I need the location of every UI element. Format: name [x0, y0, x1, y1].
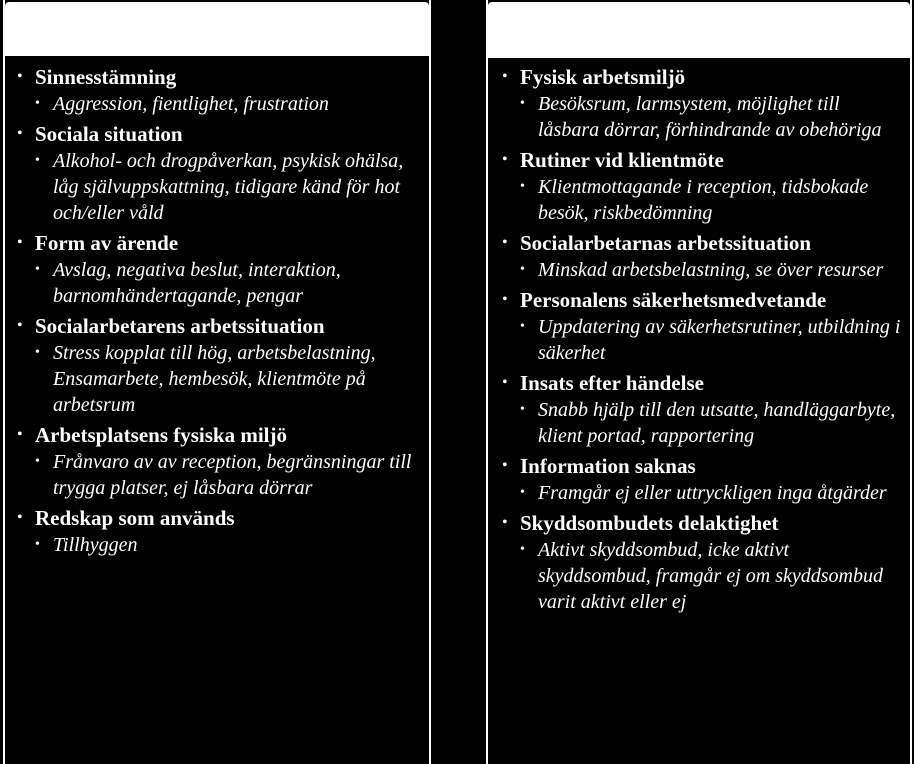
category-title: • Sinnesstämning	[35, 65, 177, 89]
left-category-5	[13, 422, 421, 501]
category-detail: • Minskad arbetsbelastning, se över resurser	[520, 257, 902, 283]
left-panel	[3, 0, 431, 764]
left-category-6	[13, 505, 421, 558]
left-category-4	[13, 313, 421, 418]
category-title: • Sociala situation	[35, 122, 183, 146]
category-title: • Form av ärende	[35, 231, 179, 255]
category-title: • Socialarbetarens arbetssituation	[35, 314, 325, 338]
left-panel-body	[5, 56, 429, 764]
right-category-5	[498, 370, 902, 449]
category-title: • Information saknas	[520, 454, 696, 478]
right-panel-header	[488, 2, 910, 58]
right-category-1	[498, 64, 902, 143]
category-detail: • Tillhyggen	[35, 532, 421, 558]
category-title: • Fysisk arbetsmiljö	[520, 65, 686, 89]
category-title: • Skyddsombudets delaktighet	[520, 511, 779, 535]
category-detail: • Snabb hjälp till den utsatte, handläggarbyte, klient portad, rapportering	[520, 397, 902, 449]
right-panel	[486, 0, 912, 764]
category-detail: • Frånvaro av av reception, begränsningar till trygga platser, ej låsbara dörrar	[35, 449, 421, 501]
right-category-4	[498, 287, 902, 366]
left-category-list	[13, 64, 421, 558]
left-category-3	[13, 230, 421, 309]
right-category-3	[498, 230, 902, 283]
category-title: • Personalens säkerhetsmedvetande	[520, 288, 827, 312]
category-detail: • Avslag, negativa beslut, interaktion, barnomhändertagande, pengar	[35, 257, 421, 309]
left-panel-header	[5, 2, 429, 56]
category-detail: • Framgår ej eller uttryckligen inga åtgärder	[520, 480, 902, 506]
category-detail: • Stress kopplat till hög, arbetsbelastning, Ensamarbete, hembesök, klientmöte på arbetsrum	[35, 340, 421, 418]
category-detail: • Klientmottagande i reception, tidsbokade besök, riskbedömning	[520, 174, 902, 226]
category-title: • Insats efter händelse	[520, 371, 704, 395]
category-detail: • Besöksrum, larmsystem, möjlighet till låsbara dörrar, förhindrande av obehöriga	[520, 91, 902, 143]
category-detail: • Uppdatering av säkerhetsrutiner, utbildning i säkerhet	[520, 314, 902, 366]
right-category-6	[498, 453, 902, 506]
left-category-2	[13, 121, 421, 226]
left-category-1	[13, 64, 421, 117]
right-category-list	[498, 64, 902, 615]
category-title: • Arbetsplatsens fysiska miljö	[35, 423, 288, 447]
right-category-2	[498, 147, 902, 226]
category-detail: • Alkohol- och drogpåverkan, psykisk ohälsa, låg självuppskattning, tidigare känd för hot och/eller våld	[35, 148, 421, 226]
category-detail: • Aggression, fientlighet, frustration	[35, 91, 421, 117]
category-title: • Rutiner vid klientmöte	[520, 148, 724, 172]
category-detail: • Aktivt skyddsombud, icke aktivt skyddsombud, framgår ej om skyddsombud varit aktivt eller ej	[520, 537, 902, 615]
right-panel-body	[488, 58, 910, 764]
category-title: • Redskap som används	[35, 506, 235, 530]
category-title: • Socialarbetarnas arbetssituation	[520, 231, 812, 255]
right-category-7	[498, 510, 902, 615]
